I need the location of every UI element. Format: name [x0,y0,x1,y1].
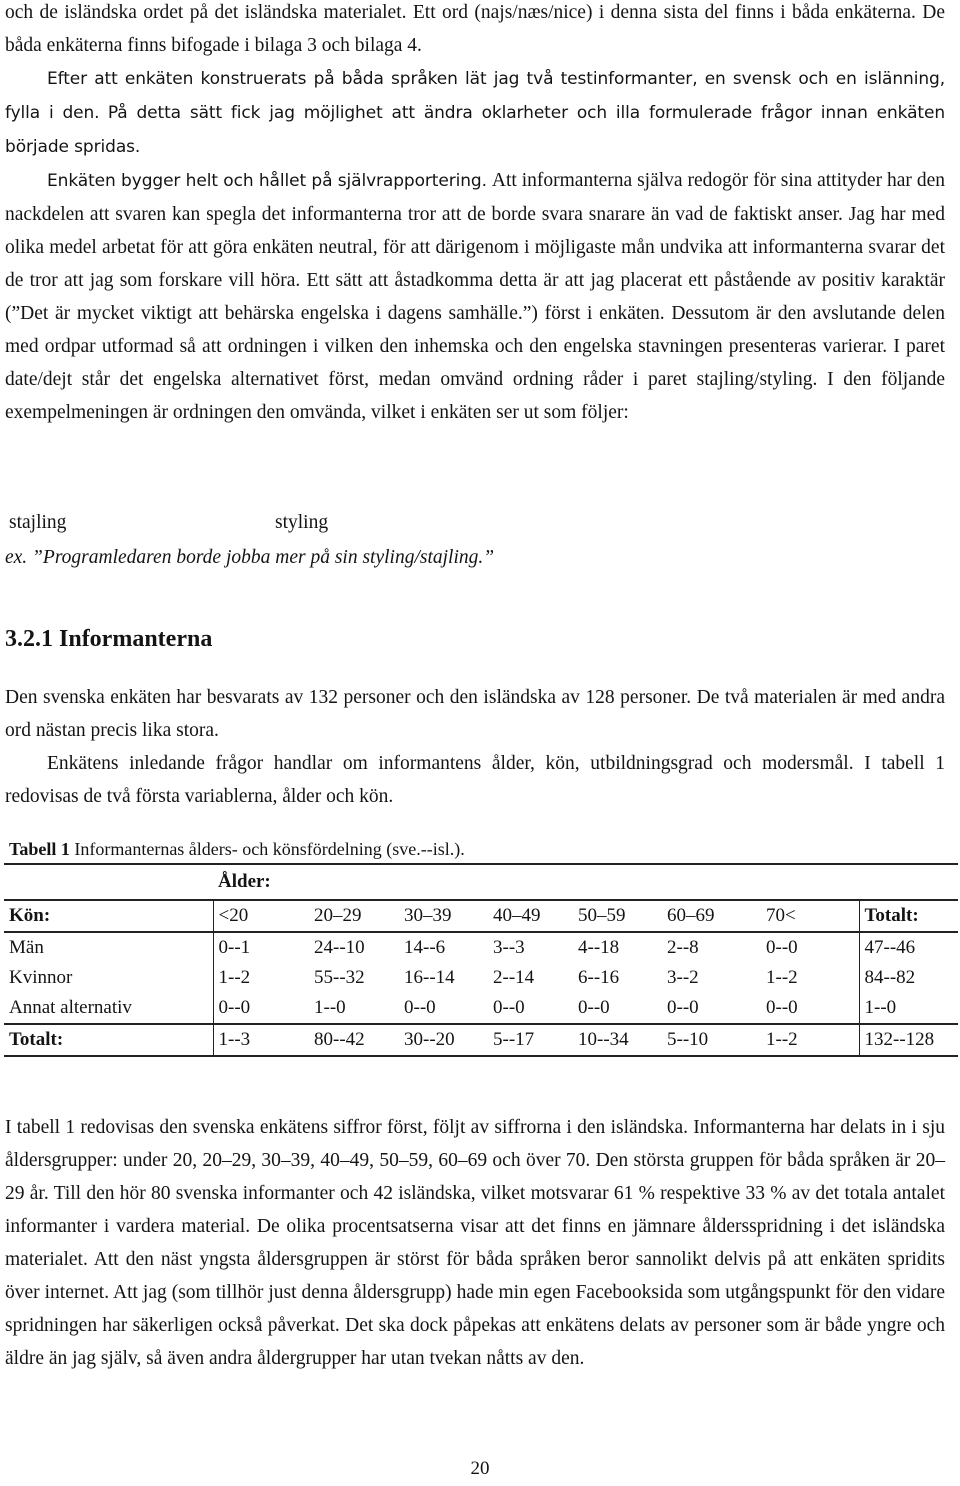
table-caption [9,839,465,860]
table-cell: 0--0 [404,997,436,1018]
paragraph-testinformants [5,62,945,164]
table-header-cell: 20–29 [309,900,399,932]
table-cell: 1--2 [761,1024,859,1056]
table-cell: 1--0 [864,997,897,1018]
table-cell: 5--17 [488,1024,573,1056]
table-cell: 24--10 [314,937,365,958]
table-cell: 0--0 [761,932,859,963]
table-header-cell: 70< [761,900,859,932]
table-cell: 16--14 [404,967,455,988]
table-header-cell: 50–59 [573,900,662,932]
table-header-cell: Totalt: [859,900,958,932]
table-cell: 14--6 [404,937,446,958]
table-cell: 2--14 [493,967,535,988]
paragraph-selfreport [5,164,945,429]
table-cell: 80--42 [309,1024,399,1056]
table-age-label: Ålder: [213,864,958,900]
paragraph-respondents: Den svenska enkäten har besvarats av 132 personer och den isländska av 128 personer. De två materialen är med andra ord nästan precis lika stora. [5,687,945,741]
table-discussion-section [5,1111,945,1375]
table-cell: 1--2 [218,967,251,988]
text-run: Enkäten bygger helt och hållet på självrapportering. [47,171,487,191]
table-row-label: Annat alternativ [4,993,213,1024]
table-header-cell: <20 [213,900,309,932]
example-word-2: styling [275,512,329,533]
table-cell: 3--3 [493,937,525,958]
text-run: På detta sätt fick jag möjlighet att ändra oklarheter och illa formulerade frågor innan enkäten började spridas. [5,103,946,157]
table-row [4,932,958,963]
paragraph-table-discussion: I tabell 1 redovisas den svenska enkätens siffror först, följt av siffrorna i den isländska. Informanterna har delats in i sju åldersgrupper: under 20, 20–29, 30–39, 40–49, 50–59, 60–69 och över 70. Den största gruppen för båda språken är 20–29 år. Till den hör 80 svenska informanter och 42 isländska, vilket motsvarar 61 % respektive 33 % av det totala antalet informanter i vardera material. De olika procentsatserna visar att det finns en jämnare åldersspridning i det isländska materialet. Att den näst yngsta åldersgruppen är störst för båda språken beror sannolikt delvis på att enkäten spridits över internet. Att jag (som tillhör just denna åldersgrupp) hade min egen Facebooksida som utgångspunkt för den vidare spridningen har säkerligen också påverkat. Det ska dock påpekas att enkätens delats av personer som är både yngre och äldre än jag själv, så även andra åldergrupper har utan tvekan nåtts av den. [5,1117,945,1369]
table-row-label: Totalt: [4,1024,213,1056]
paragraph-variables: Enkätens inledande frågor handlar om informantens ålder, kön, utbildningsgrad och modersmål. I tabell 1 redovisas de två första variablerna, ålder och kön. [5,753,945,807]
table-caption-label: Tabell 1 [9,839,70,859]
table-cell: 55--32 [314,967,365,988]
text-run: Att informanterna själva redogör för sina attityder har den nackdelen att svaren kan spegla det informanterna tror att de borde svara snarare än vad de faktiskt anser. Jag har med olika medel arbetat för att göra enkäten neutral, för att därigenom i möjligaste mån undvika att informanterna svarar det de tror att jag som forskare vill höra. Ett sätt att åstadkomma detta är att jag placerat ett påstående av positiv karaktär (”Det är mycket viktigt att behärska engelska i dagens samhälle.”) först i enkäten. Dessutom är den avslutande delen med ordpar utformad så att ordningen i vilken den inhemska och den engelska stavningen presenteras varierar. I paret date/dejt står det engelska alternativet först, medan omvänd ordning råder i paret stajling/styling. I den följande exempelmeningen är ordningen den omvända, vilket i enkäten ser ut som följer: [5,170,945,423]
table-cell: 0--0 [578,997,610,1018]
table-header-cell: 60–69 [662,900,761,932]
example-word-1: stajling [9,512,67,533]
informants-section [5,681,945,813]
table-cell: 0--1 [218,937,251,958]
table-row-label: Kvinnor [4,963,213,993]
table-cell: 3--2 [667,967,699,988]
table-cell: 4--18 [578,937,620,958]
intro-section [5,0,945,429]
table-cell: 30--20 [399,1024,488,1056]
table-header-cell: Kön: [4,900,213,932]
table-cell: 0--0 [218,997,251,1018]
page-number: 20 [470,1458,490,1479]
table-cell: 6--16 [578,967,620,988]
table-total-row [4,1024,958,1056]
table-cell: 0--0 [493,997,525,1018]
table-cell: 0--0 [761,993,859,1024]
table-cell: 84--82 [864,967,916,988]
table-cell: 47--46 [864,937,916,958]
table-age-header-row [4,864,958,900]
table-cell [4,864,213,900]
table-row [4,993,958,1024]
table-row-label: Män [4,932,213,963]
table-header-cell: 40–49 [488,900,573,932]
table-cell: 5--10 [662,1024,761,1056]
table-cell: 2--8 [667,937,699,958]
table-caption-text: Informanternas ålders- och könsfördelning (sve.--isl.). [69,839,465,859]
table-cell: 132--128 [859,1024,958,1056]
table-cell: 10--34 [573,1024,662,1056]
example-sentence: ex. ”Programledaren borde jobba mer på sin styling/stajling.” [5,547,495,568]
table-header-row [4,900,958,932]
table-cell: 1--0 [314,997,346,1018]
age-gender-table [4,863,958,1057]
table-cell: 1--2 [761,963,859,993]
table-cell: 0--0 [667,997,699,1018]
paragraph-continuation: och de isländska ordet på det isländska materialet. Ett ord (najs/næs/nice) i denna sista del finns i båda enkäterna. De båda enkäterna finns bifogade i bilaga 3 och bilaga 4. [5,2,945,56]
table-row [4,963,958,993]
table-header-cell: 30–39 [399,900,488,932]
text-run: Efter att enkäten konstruerats på båda språken lät jag två testinformanter, en svensk och en islänning, fylla i den. [5,69,945,123]
table-cell: 1--3 [213,1024,309,1056]
section-heading: 3.2.1 Informanterna [5,626,213,652]
